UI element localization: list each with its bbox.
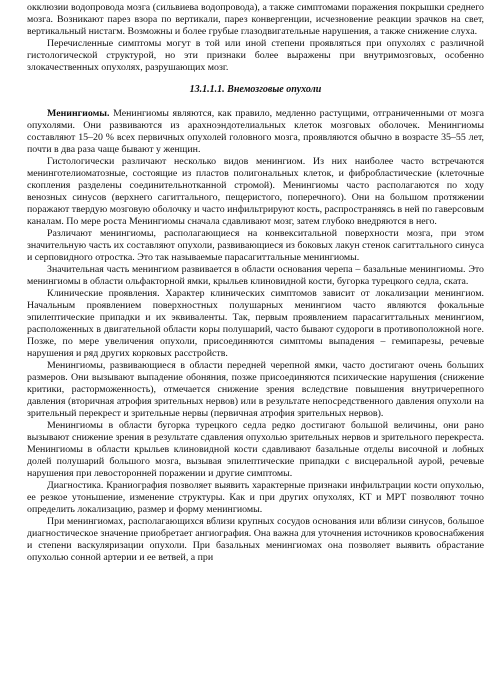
section-title: 13.1.1.1. Внемозговые опухоли bbox=[189, 84, 322, 95]
paragraph: Менингиомы, развивающиеся в области передней черепной ямки, часто достигают очень больших размеров. Они вызывают выпадение обоняния, позже присоединяются психические нарушения (снижение критики, расторможенность), отмечается снижение зрения вследствие повышения внутричерепного давления (вторичная атрофия зрительных нервов) или в результате непосредственного давления опухоли на зрительный перекрест и зрительные нервы (первичная атрофия зрительных нервов). bbox=[27, 360, 484, 419]
paragraph-text: Менингиомы являются, как правило, медленно растущими, отграниченными от мозга опухолями. Они развиваются из арахноэндотелиальных клеток мозговых оболочек. Менингиомы составляют 15–20 % всех первичных опухолей головного мозга, проявляются обычно в возрасте 35–55 лет, почти в два раза чаще бывают у женщин. bbox=[27, 108, 484, 155]
paragraph: Клинические проявления. Характер клинических симптомов зависит от локализации менингиом. Начальным проявлением поверхностных полушарных менингиом часто являются фокальные эпилептические припадки и их эквиваленты. Так, первым проявлением парасагиттальных менингиом, расположенных в двигательной области коры полушарий, часто бывают судороги в противоположной ноге. Позже, по мере увеличения опухоли, присоединяются симптомы выпадения – гемипарезы, речевые нарушения и ряд других корковых расстройств. bbox=[27, 288, 484, 359]
term-meningiomas: Менингиомы. bbox=[47, 108, 110, 119]
paragraph: Менингиомы в области бугорка турецкого седла редко достигают большой величины, они рано вызывают снижение зрения в результате сдавления опухолью зрительных нервов и зрительного перекреста. Менингиомы в области крыльев клиновидной кости сдавливают базальные отделы височной и лобных долей полушарий большого мозга, вызывая эпилептические припадки с висцеральной аурой, речевые нарушения при левосторонней поражении и другие симптомы. bbox=[27, 420, 484, 479]
paragraph-continuation: окклюзии водопровода мозга (сильвиева водопровода), а также симптомами поражения покрышки среднего мозга. Возникают парез взора по вертикали, парез конвергенции, исчезновение реакции зрачков на свет, вертикальный нистагм. Возможны и более грубые глазодвигательные нарушения, а также снижение слуха. bbox=[27, 2, 484, 37]
paragraph: Гистологически различают несколько видов менингиом. Из них наиболее часто встречаются менинготелиоматозные, состоящие из пластов полигональных клеток, и фибробластические (клеточные скопления разделены соединительнотканной стромой). Менингиомы часто располагаются по ходу венозных синусов (верхнего сагиттального, пещеристого, поперечного). Они на большом протяжении поражают твердую мозговую оболочку и часто инфильтрируют кость, распространяясь в ней по гаверсовым каналам. По мере роста Менингиомы сначала сдавливают мозг, затем глубоко внедряются в него. bbox=[27, 156, 484, 227]
paragraph: Диагностика. Краниография позволяет выявить характерные признаки инфильтрации кости опухолью, ее резкое утоньшение, изменение структуры. Как и при других опухолях, КТ и МРТ позволяют точно определить локализацию, размер и форму менингиомы. bbox=[27, 480, 484, 515]
paragraph: При менингиомах, располагающихся вблизи крупных сосудов основания или вблизи синусов, большое диагностическое значение приобретает ангиография. Она важна для уточнения источников кровоснабжения и степени васкуляризации опухоли. При базальных менингиомах она позволяет выявить обрастание опухолью сонной артерии и ее ветвей, а при bbox=[27, 516, 484, 563]
paragraph: Значительная часть менингиом развивается в области основания черепа – базальные менингиомы. Это менингиомы в области ольфакторной ямки, крыльев клиновидной кости, бугорка турецкого седла, ската. bbox=[27, 264, 484, 287]
paragraph: Перечисленные симптомы могут в той или иной степени проявляться при опухолях с различной гистологической структурой, но эти признаки более выражены при внутримозговых, особенно злокачественных опухолях, разрушающих мозг. bbox=[27, 38, 484, 73]
paragraph-meningiomas bbox=[27, 108, 484, 156]
paragraph: Различают менингиомы, располагающиеся на конвекситальной поверхности мозга, при этом значительную часть их составляют опухоли, развивающиеся из боковых лакун стенок сагиттального синуса и серповидного отростка. Это так называемые парасагиттальные менингиомы. bbox=[27, 228, 484, 263]
